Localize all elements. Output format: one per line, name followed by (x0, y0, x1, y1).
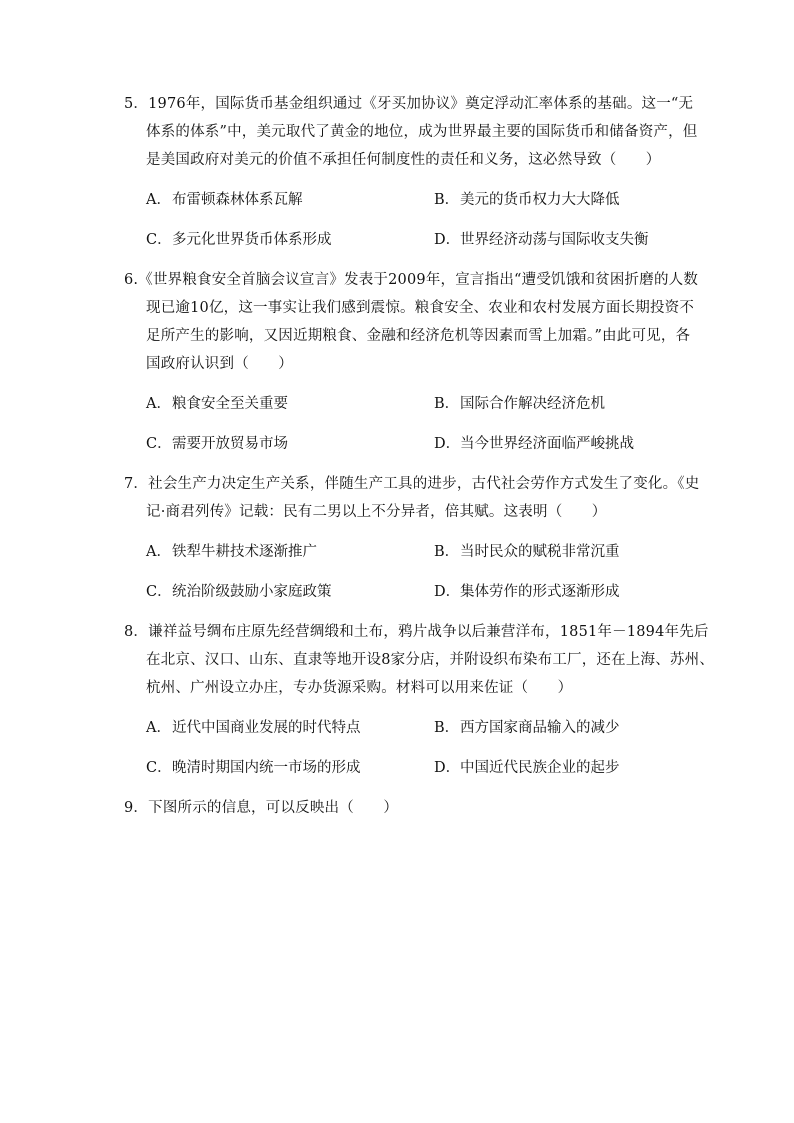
question-7-option-b[interactable]: B．当时民众的赋税非常沉重 (434, 544, 620, 560)
question-8-option-a[interactable]: A．近代中国商业发展的时代特点 (146, 720, 361, 736)
question-6-option-d[interactable]: D．当今世界经济面临严峻挑战 (434, 436, 634, 452)
question-8-line-1: 8．谦祥益号绸布庄原先经营绸缎和土布，鸦片战争以后兼营洋布，1851年－1894年先后 (124, 624, 709, 640)
question-5-option-a[interactable]: A．布雷顿森林体系瓦解 (146, 192, 303, 208)
question-8-line-3: 杭州、广州设立办庄，专办货源采购。材料可以用来佐证（ ） (146, 680, 573, 696)
question-8-options-row-2 (146, 754, 706, 782)
question-5-line-1: 5．1976年，国际货币基金组织通过《牙买加协议》奠定浮动汇率体系的基础。这一“无 (124, 96, 694, 112)
question-7-option-c[interactable]: C．统治阶级鼓励小家庭政策 (146, 584, 332, 600)
question-6-options-row-2 (146, 430, 706, 458)
question-8 (124, 618, 715, 702)
question-8-option-c[interactable]: C．晚清时期国内统一市场的形成 (146, 760, 361, 776)
question-6-options-row-1 (146, 390, 706, 418)
question-6-option-b[interactable]: B．国际合作解决经济危机 (434, 396, 605, 412)
question-8-option-b[interactable]: B．西方国家商品输入的减少 (434, 720, 620, 736)
question-6-line-3: 足所产生的影响，又因近期粮食、金融和经济危机等因素而雪上加霜。”由此可见，各 (146, 328, 691, 344)
question-5-options-row-2 (146, 226, 706, 254)
question-6-option-a[interactable]: A．粮食安全至关重要 (146, 396, 288, 412)
question-5-line-2: 体系的体系”中，美元取代了黄金的地位，成为世界最主要的国际货币和储备资产，但 (146, 124, 698, 140)
question-7-line-1: 7．社会生产力决定生产关系，伴随生产工具的进步，古代社会劳作方式发生了变化。《史 (124, 476, 700, 492)
question-7-option-a[interactable]: A．铁犁牛耕技术逐渐推广 (146, 544, 317, 560)
question-6 (124, 266, 699, 378)
question-7-options-row-2 (146, 578, 706, 606)
question-9 (124, 794, 684, 822)
question-7-option-d[interactable]: D．集体劳作的形式逐渐形成 (434, 584, 620, 600)
question-7-options-row-1 (146, 538, 706, 566)
question-9-line-1: 9．下图所示的信息，可以反映出（ ） (124, 800, 399, 816)
question-5-option-c[interactable]: C．多元化世界货币体系形成 (146, 232, 332, 248)
question-5 (124, 90, 698, 174)
question-5-option-b[interactable]: B．美元的货币权力大大降低 (434, 192, 620, 208)
question-6-option-c[interactable]: C．需要开放贸易市场 (146, 436, 288, 452)
question-6-line-1: 6.《世界粮食安全首脑会议宣言》发表于2009年，宣言指出“遭受饥饿和贫困折磨的人数 (124, 272, 699, 288)
question-6-line-2: 现已逾10亿，这一事实让我们感到震惊。粮食安全、农业和农村发展方面长期投资不 (146, 300, 695, 316)
question-7-line-2: 记·商君列传》记载：民有二男以上不分异者，倍其赋。这表明（ ） (146, 504, 607, 520)
question-8-option-d[interactable]: D．中国近代民族企业的起步 (434, 760, 620, 776)
question-5-options-row-1 (146, 186, 706, 214)
question-8-line-2: 在北京、汉口、山东、直隶等地开设8家分店，并附设织布染布工厂，还在上海、苏州、 (146, 652, 715, 668)
question-5-line-3: 是美国政府对美元的价值不承担任何制度性的责任和义务，这必然导致（ ） (146, 152, 661, 168)
question-5-option-d[interactable]: D．世界经济动荡与国际收支失衡 (434, 232, 649, 248)
question-7 (124, 470, 700, 526)
question-8-options-row-1 (146, 714, 706, 742)
question-6-line-4: 国政府认识到（ ） (146, 356, 293, 372)
